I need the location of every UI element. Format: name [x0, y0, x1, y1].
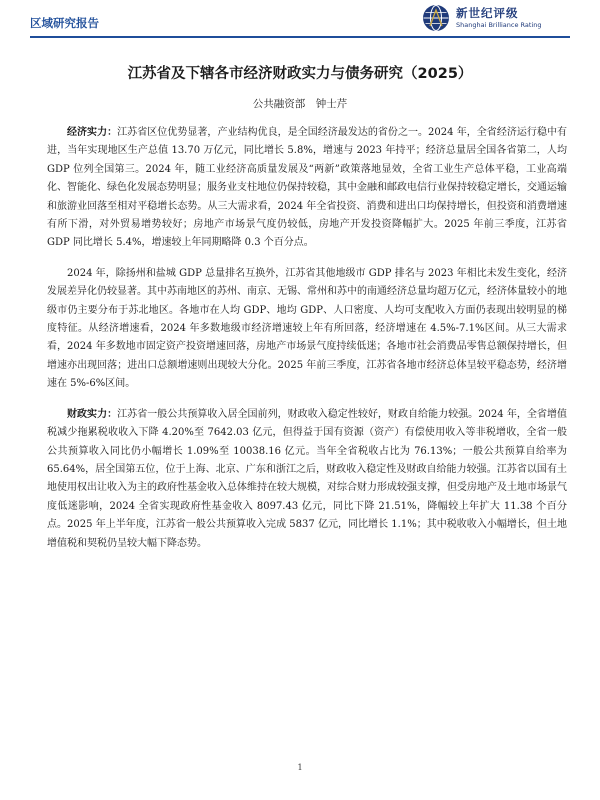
logo-name: 新世纪评级	[456, 6, 519, 20]
logo-subtitle: Shanghai Brilliance Rating	[456, 21, 542, 29]
paragraph-city-comparison	[47, 265, 567, 394]
document-body	[47, 124, 567, 565]
page-header	[0, 0, 600, 46]
paragraph-lead: 经济实力：	[67, 127, 118, 138]
company-logo	[422, 4, 572, 34]
globe-logo-icon	[422, 4, 450, 32]
section-label: 区域研究报告	[30, 16, 99, 30]
paragraph-fiscal-strength	[47, 406, 567, 553]
paragraph-text: 江苏省一般公共预算收入居全国前列，财政收入稳定性较好，财政自给能力较强。2024 年，全省增值税减少拖累税收收入下降 4.20%至 7642.03 亿元，但得益于国有资源（资产）有偿使用收入等非税增收，全省一般公共预算收入同比仍小幅增长 1.09%至 10038.16 亿元。当年全省税收占比为 76.13%；一般公共预算自给率为 65.64%，居全国第五位，位于上海、北京、广东和浙江之后，财政收入稳定性及财政自给能力较强。江苏省以国有土地使用权出让收入为主的政府性基金收入总体维持在较大规模，对综合财力形成较强支撑，但受房地产及土地市场景气度低迷影响，2024 全省实现政府性基金收入 8097.43 亿元，同比下降 21.51%，降幅较上年扩大 11.38 个百分点。2025 年上半年度，江苏省一般公共预算收入完成 5837 亿元，同比增长 1.1%；其中税收收入小幅增长，但土地增值税和契税仍呈较大幅下降态势。	[47, 408, 567, 549]
page-number: 1	[297, 763, 303, 772]
author-line: 公共融资部 钟士芹	[252, 98, 348, 110]
document-title: 江苏省及下辖各市经济财政实力与债务研究（2025）	[127, 66, 473, 82]
paragraph-economic-strength	[47, 124, 567, 253]
paragraph-text: 2024 年，除扬州和盐城 GDP 总量排名互换外，江苏省其他地级市 GDP 排名与 2023 年相比未发生变化，经济发展差异化仍较显著。其中苏南地区的苏州、南京、无锡、常州和苏中的南通经济总量均超万亿元，经济体量较小的地级市仍主要分布于苏北地区。各地市在人均 GDP、地均 GDP、人口密度、人均可支配收入方面仍表现出较明显的梯度特征。从经济增速看，2024 年多数地级市经济增速较上年有所回落，经济增速在 4.5%-7.1%区间。从三大需求看，2024 年多数地市固定资产投资增速回落，房地产市场景气度持续低迷；各地市社会消费品零售总额保持增长，但增速亦出现回落；进出口总额增速则出现较大分化。2025 年前三季度，江苏省各地市经济总体呈较平稳态势，经济增速在 5%-6%区间。	[47, 267, 567, 390]
paragraph-lead: 财政实力：	[67, 408, 118, 420]
paragraph-text: 江苏省区位优势显著，产业结构优良，是全国经济最发达的省份之一。2024 年，全省经济运行稳中有进，当年实现地区生产总值 13.70 万亿元，同比增长 5.8%，增速与 2023 年持平；经济总量居全国各省第二，人均 GDP 位列全国第三。2024 年，随工业经济高质量发展及“两新”政策落地显效，全省工业生产总体平稳，工业高端化、智能化、绿色化发展态势明显；服务业支柱地位仍保持较稳，其中金融和邮政电信行业保持较稳定增长，交通运输和旅游业回落至相对平稳增长态势。从三大需求看，2024 年全省投资、消费和进出口均保持增长，但投资和消费增速有所下滑，对外贸易增势较好；房地产市场景气度仍较低，房地产开发投资降幅扩大。2025 年前三季度，江苏省 GDP 同比增长 5.4%，增速较上年同期略降 0.3 个百分点。	[47, 127, 567, 249]
header-divider	[30, 36, 570, 38]
